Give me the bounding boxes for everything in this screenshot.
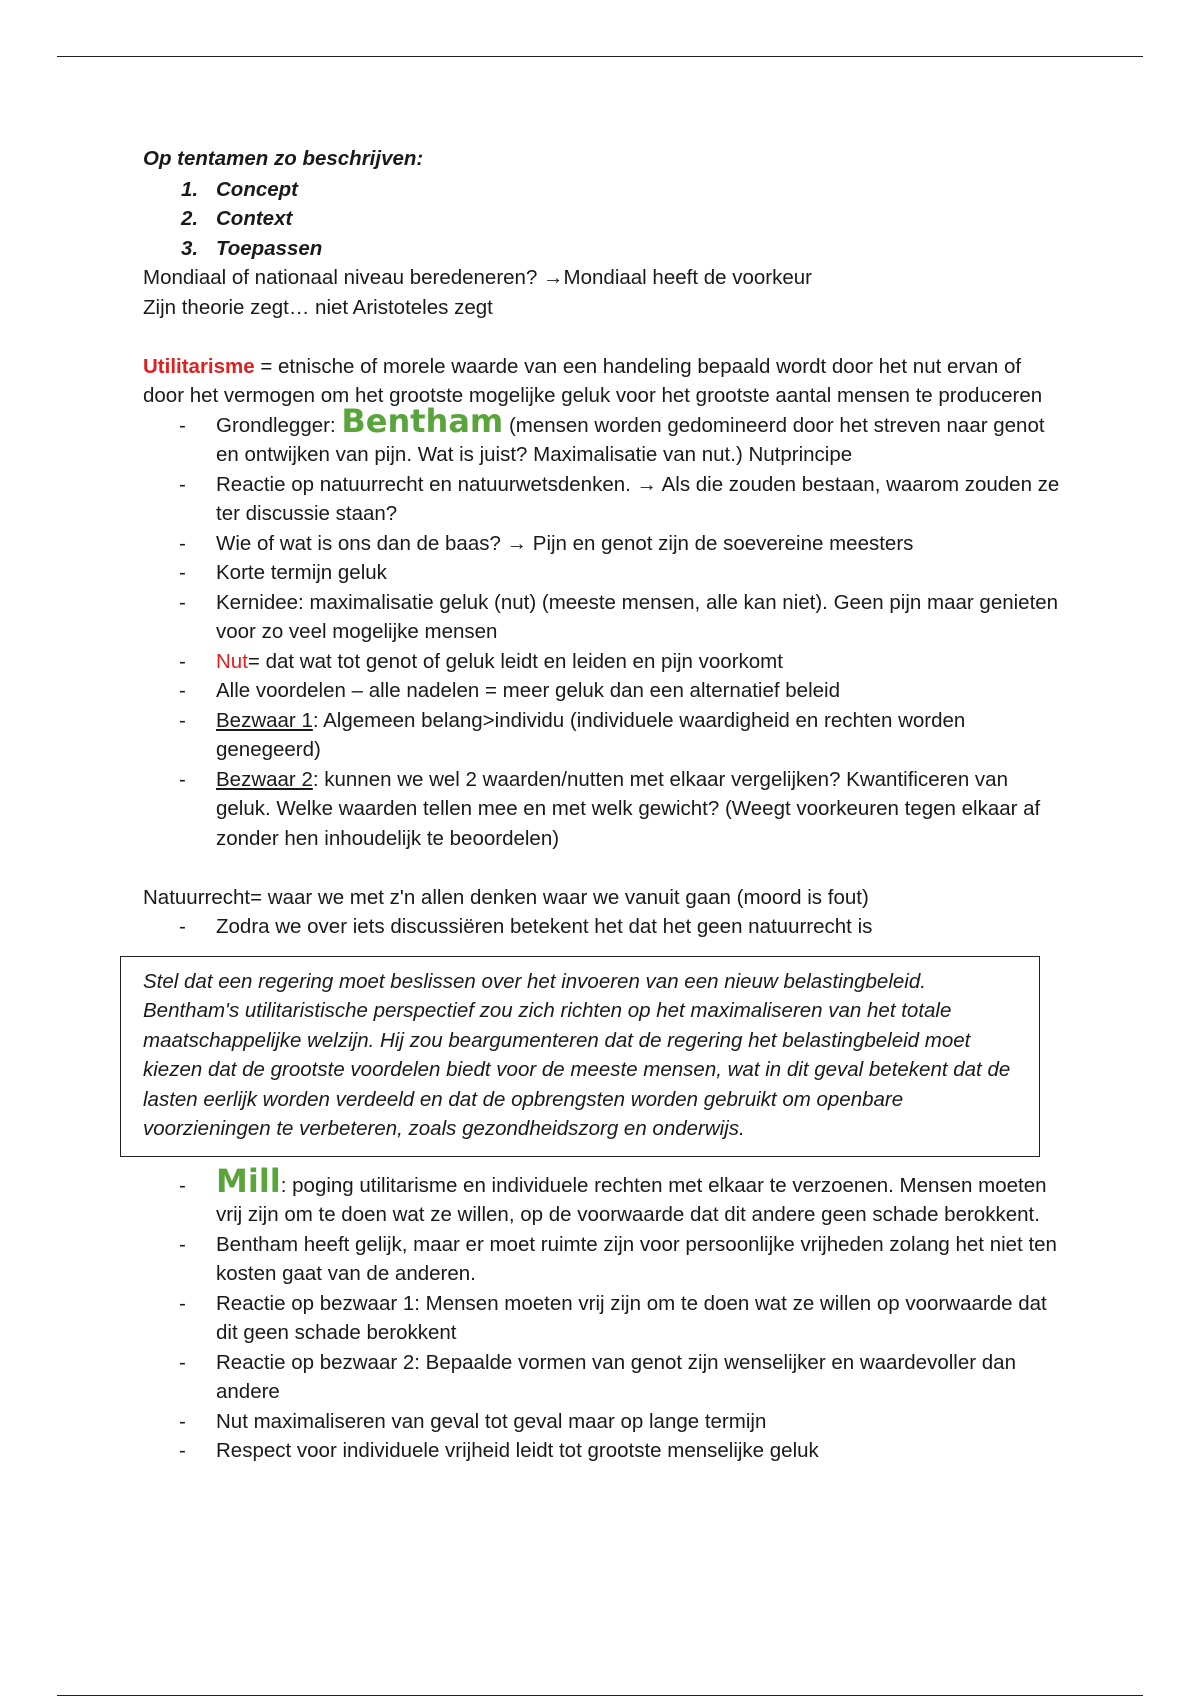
example-box [120, 956, 1040, 1157]
list-item [143, 706, 1063, 765]
list-item: - Reactie op natuurrecht en natuurwetsdenken. → Als die zouden bestaan, waarom zouden ze ter discussie staan? [143, 470, 1063, 529]
mondiaal-line: Mondiaal of nationaal niveau beredeneren? →Mondiaal heeft de voorkeur [143, 266, 812, 289]
exam-heading: Op tentamen zo beschrijven: [143, 147, 424, 170]
list-item: - Wie of wat is ons dan de baas? → Pijn en genot zijn de soevereine meesters [143, 529, 1063, 559]
document-page [143, 144, 1063, 1466]
list-number: 3. [181, 236, 199, 260]
step-label: Toepassen [216, 236, 323, 260]
list-item [143, 647, 1063, 677]
utilitarisme-definition [143, 352, 1063, 411]
bezwaar-1-label: Bezwaar 1 [216, 708, 313, 732]
bezwaar-2-text: : kunnen we wel 2 waarden/nutten met elkaar vergelijken? Kwantificeren van geluk. Welke waarden tellen mee en met welk gewicht? (Weegt voorkeuren tegen elkaar af zonder hen inhoudelijk te beoordelen) [216, 767, 1041, 850]
list-item [143, 204, 1063, 234]
bezwaar-2-label: Bezwaar 2 [216, 767, 313, 791]
list-item: - Bentham heeft gelijk, maar er moet ruimte zijn voor persoonlijke vrijheden zolang het niet ten kosten gaat van de anderen. [143, 1230, 1063, 1289]
grondlegger-label: Grondlegger: [216, 413, 342, 437]
bentham-list [143, 401, 1063, 854]
definition-text: = etnische of morele waarde van een handeling bepaald wordt door het nut ervan of door het vermogen om het grootste mogelijke geluk voor het grootste aantal mensen te produceren [143, 354, 1043, 407]
list-item: - Respect voor individuele vrijheid leidt tot grootste menselijke geluk [143, 1436, 1063, 1466]
mill-text: : poging utilitarisme en individuele rechten met elkaar te verzoenen. Mensen moeten vrij zijn om te doen wat ze willen, op de voorwaarde dat dit andere geen schade berokkent. [216, 1173, 1047, 1226]
bezwaar-1-text: : Algemeen belang>individu (individuele waardigheid en rechten worden genegeerd) [216, 708, 966, 761]
natuurrecht-list [143, 912, 1063, 942]
list-number: 1. [181, 177, 199, 201]
list-item: - Korte termijn geluk [143, 558, 1063, 588]
nut-term: Nut [216, 649, 248, 673]
list-item: - Reactie op bezwaar 1: Mensen moeten vrij zijn om te doen wat ze willen op voorwaarde dat dit geen schade berokkent [143, 1289, 1063, 1348]
list-item [143, 234, 1063, 264]
list-item: - Alle voordelen – alle nadelen = meer geluk dan een alternatief beleid [143, 676, 1063, 706]
natuurrecht-definition: Natuurrecht= waar we met z'n allen denken waar we vanuit gaan (moord is fout) [143, 885, 869, 909]
example-text: Stel dat een regering moet beslissen over het invoeren van een nieuw belastingbeleid. Bentham's utilitaristische perspectief zou zich richten op het maximaliseren van het totale maatschappelijke welzijn. Hij zou beargumenteren dat de regering het belastingbeleid moet kiezen dat de grootste voordelen biedt voor de meeste mensen, wat in dit geval betekent dat de lasten eerlijk worden verdeeld en dat de opbrengsten worden gebruikt om openbare voorzieningen te verbeteren, zoals gezondheidszorg en onderwijs. [143, 969, 1011, 1140]
page-header-rule [57, 56, 1143, 57]
list-item [143, 175, 1063, 205]
list-item [143, 765, 1063, 854]
list-item: - Reactie op bezwaar 2: Bepaalde vormen van genot zijn wenselijker en waardevoller dan andere [143, 1348, 1063, 1407]
mill-list [143, 1161, 1063, 1466]
list-item: - Zodra we over iets discussiëren betekent het dat het geen natuurrecht is [143, 912, 1063, 942]
utilitarisme-term: Utilitarisme [143, 354, 255, 378]
list-item: - Nut maximaliseren van geval tot geval maar op lange termijn [143, 1407, 1063, 1437]
step-label: Context [216, 207, 293, 230]
list-number: 2. [181, 207, 199, 230]
bentham-name: Bentham [341, 401, 504, 440]
exam-steps-list [143, 175, 1063, 264]
mill-name: Mill [216, 1161, 281, 1200]
list-item: - Kernidee: maximalisatie geluk (nut) (meeste mensen, alle kan niet). Geen pijn maar genieten voor zo veel mogelijke mensen [143, 588, 1063, 647]
step-label: Concept [216, 177, 298, 201]
page-footer-rule [57, 1695, 1143, 1696]
list-item [143, 401, 1063, 470]
list-item [143, 1161, 1063, 1230]
theorie-line: Zijn theorie zegt… niet Aristoteles zegt [143, 295, 493, 319]
grondlegger-text: (mensen worden gedomineerd door het streven naar genot en ontwijken van pijn. Wat is juist? Maximalisatie van nut.) Nutprincipe [216, 413, 1045, 466]
nut-text: = dat wat tot genot of geluk leidt en leiden en pijn voorkomt [247, 649, 783, 673]
